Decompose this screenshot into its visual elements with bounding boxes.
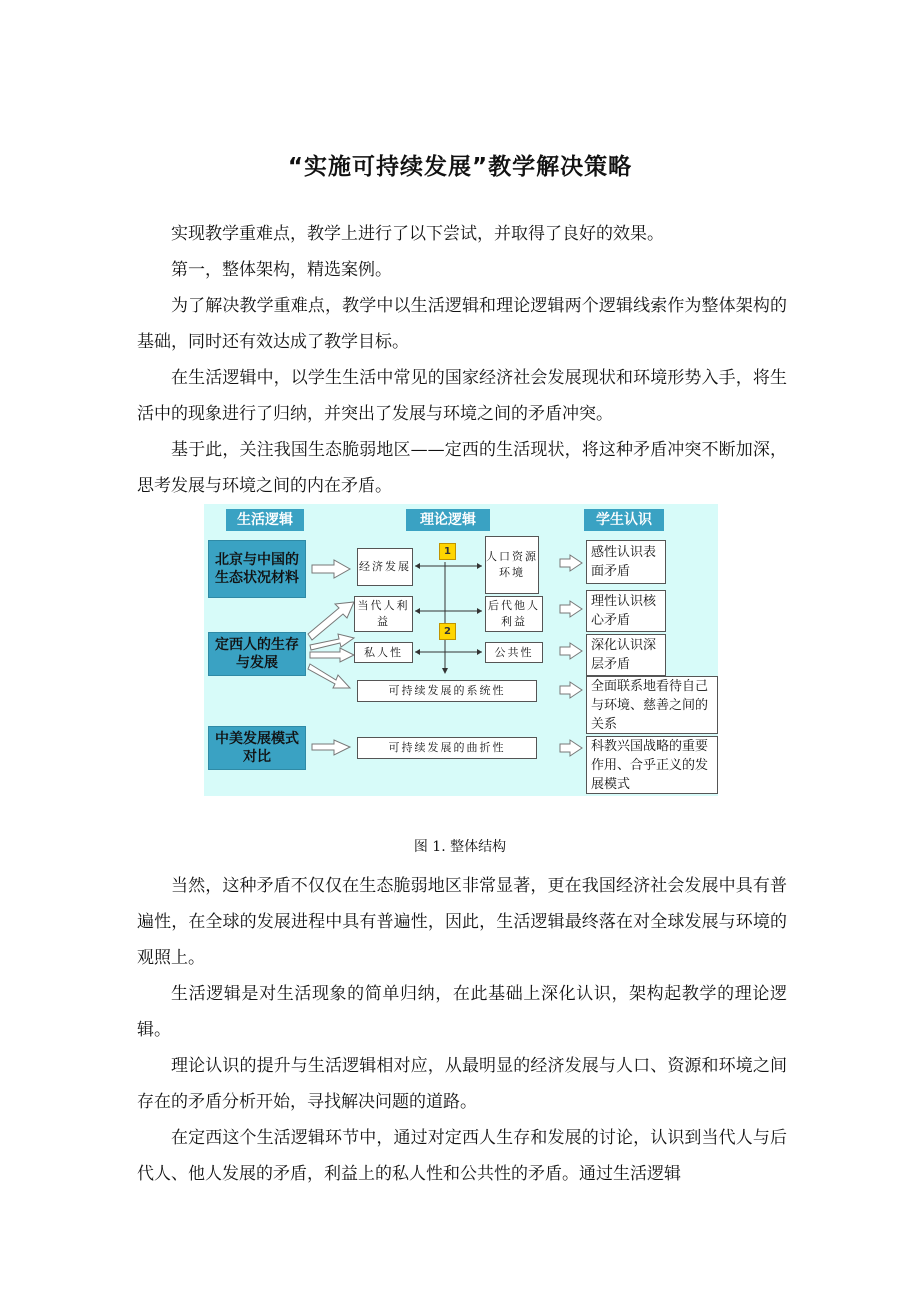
arrow	[310, 648, 354, 662]
arrow	[560, 643, 582, 659]
mid-box-curve	[357, 737, 537, 759]
mid-box-population	[485, 536, 539, 594]
arrowhead	[442, 668, 448, 674]
left-box-beijing-china	[208, 540, 306, 598]
left-box-china-us	[208, 726, 306, 770]
paragraph: 在生活逻辑中，以学生生活中常见的国家经济社会发展现状和环境形势入手，将生活中的现象进行了归纳，并突出了发展与环境之间的矛盾冲突。	[137, 368, 787, 424]
right-box-holistic	[586, 676, 718, 734]
left-box-dingxi	[208, 632, 306, 676]
paragraph: 第一，整体架构，精选案例。	[171, 260, 392, 280]
left-box-label: 定西人的生存与发展	[215, 637, 299, 671]
badge-1: 1	[439, 543, 456, 560]
arrow	[560, 601, 582, 617]
paragraph: 为了解决教学重难点，教学中以生活逻辑和理论逻辑两个逻辑线索作为整体架构的基础，同时还有效达成了教学目标。	[137, 296, 787, 352]
paragraph: 基于此，关注我国生态脆弱地区——定西的生活现状，将这种矛盾冲突不断加深，思考发展与环境之间的内在矛盾。	[137, 440, 787, 496]
right-box-label: 科教兴国战略的重要作用、合乎正义的发展模式	[591, 738, 709, 792]
figure-caption: 图 1. 整体结构	[413, 839, 507, 855]
left-box-label: 北京与中国的生态状况材料	[215, 552, 299, 586]
right-box-label: 感性认识表面矛盾	[591, 545, 657, 579]
arrow	[560, 682, 582, 698]
header-theory-logic: 理论逻辑	[406, 509, 490, 531]
arrowhead	[415, 563, 420, 569]
arrow	[308, 664, 350, 688]
paragraph: 在定西这个生活逻辑环节中，通过对定西人生存和发展的讨论，认识到当代人与后代人、他人发展的矛盾，利益上的私人性和公共性的矛盾。通过生活逻辑	[137, 1128, 787, 1184]
mid-box-label: 公共性	[494, 645, 534, 659]
paragraph: 生活逻辑是对生活现象的简单归纳，在此基础上深化认识，架构起教学的理论逻辑。	[137, 984, 787, 1040]
paragraph: 当然，这种矛盾不仅仅在生态脆弱地区非常显著，更在我国经济社会发展中具有普遍性，在全球的发展进程中具有普遍性，因此，生活逻辑最终落在对全球发展与环境的观照上。	[137, 876, 787, 968]
right-box-label: 深化认识深层矛盾	[591, 638, 657, 672]
mid-box-label: 经济发展	[359, 560, 411, 573]
right-box-rational	[586, 590, 666, 632]
mid-box-private	[354, 642, 413, 663]
arrow	[308, 602, 354, 640]
right-box-label: 全面联系地看待自己与环境、慈善之间的关系	[591, 678, 709, 732]
mid-box-future-generation	[485, 596, 543, 632]
paragraph: 理论认识的提升与生活逻辑相对应，从最明显的经济发展与人口、资源和环境之间存在的矛盾分析开始，寻找解决问题的道路。	[137, 1056, 787, 1112]
arrow	[560, 555, 582, 571]
right-box-deepened	[586, 634, 666, 676]
mid-box-label: 可持续发展的曲折性	[388, 741, 506, 754]
structure-diagram	[204, 504, 718, 796]
arrowhead	[477, 608, 482, 614]
arrowhead	[477, 649, 482, 655]
mid-box-system	[357, 680, 537, 702]
arrow	[312, 740, 350, 755]
header-student-cognition: 学生认识	[584, 509, 664, 531]
right-box-label: 理性认识核心矛盾	[591, 594, 657, 628]
left-box-label: 中美发展模式对比	[215, 731, 299, 765]
arrowhead	[477, 563, 482, 569]
right-box-perceptual	[586, 540, 666, 584]
mid-box-label: 后代他人利益	[488, 599, 540, 628]
mid-box-public	[485, 642, 543, 663]
mid-box-economy	[357, 548, 413, 586]
page-title: “实施可持续发展”教学解决策略	[287, 154, 633, 180]
header-life-logic: 生活逻辑	[226, 509, 304, 531]
mid-box-current-generation	[354, 596, 413, 632]
mid-box-label: 私人性	[364, 645, 403, 659]
mid-box-label: 人口资源环境	[486, 550, 538, 579]
arrow	[560, 740, 582, 756]
mid-box-label: 当代人利益	[357, 599, 410, 628]
mid-box-label: 可持续发展的系统性	[388, 684, 506, 697]
badge-2: 2	[439, 623, 456, 640]
right-box-strategy	[586, 736, 718, 794]
arrow	[312, 560, 350, 578]
paragraph: 实现教学重难点，教学上进行了以下尝试，并取得了良好的效果。	[171, 224, 664, 244]
arrowhead	[415, 649, 420, 655]
arrowhead	[415, 608, 420, 614]
